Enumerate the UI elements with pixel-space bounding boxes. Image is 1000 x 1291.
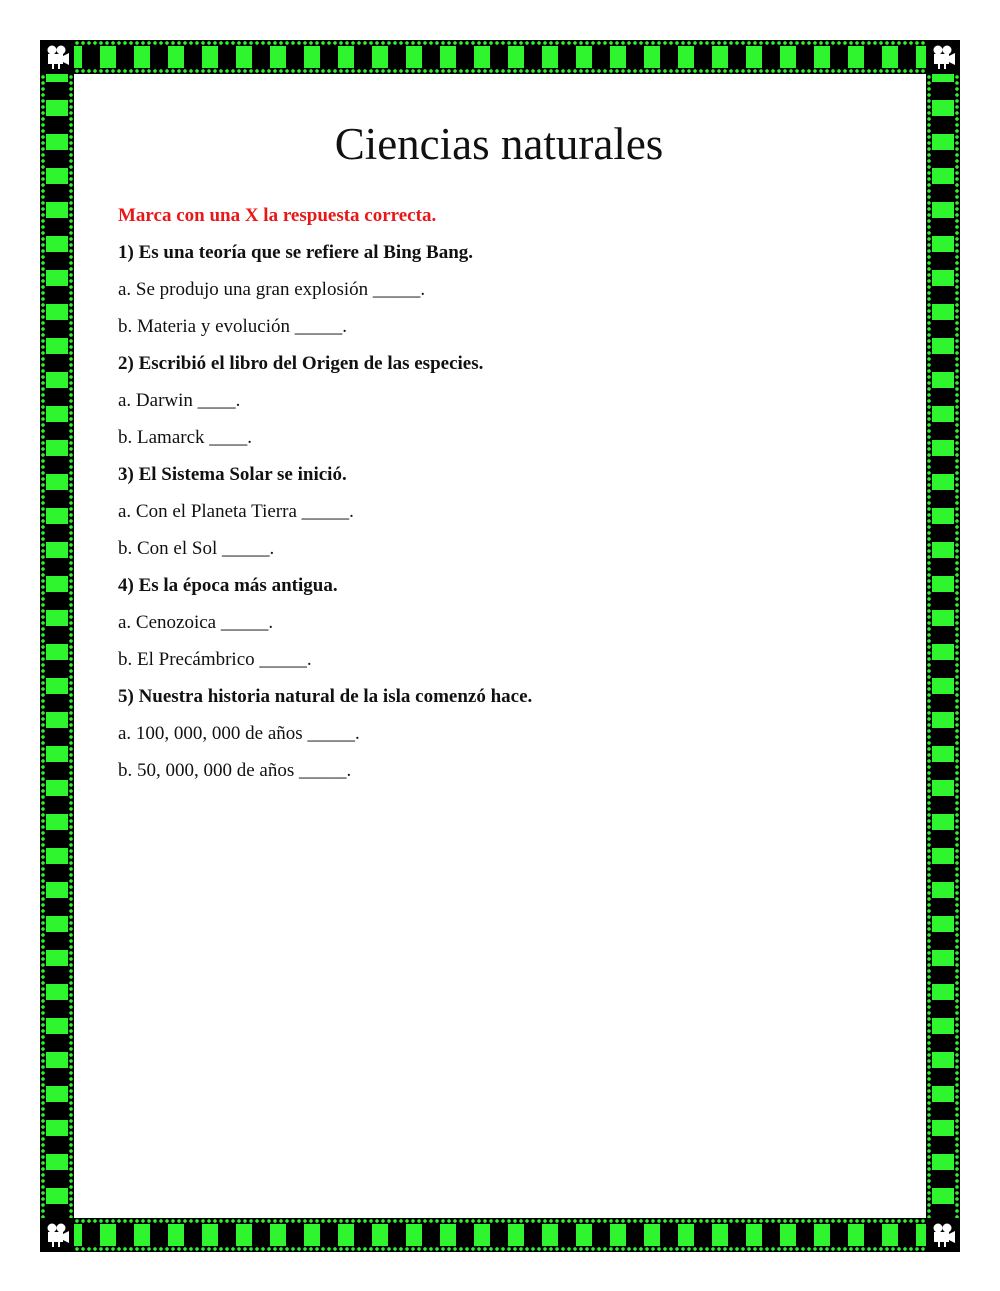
question-2: [118, 353, 908, 449]
answer-option: a. 100, 000, 000 de años _____.: [118, 723, 360, 744]
answer-option: a. Con el Planeta Tierra _____.: [118, 501, 354, 522]
question-text: 4) Es la época más antigua.: [118, 575, 338, 596]
question-text: 2) Escribió el libro del Origen de las especies.: [118, 353, 484, 374]
answer-option: b. El Precámbrico _____.: [118, 649, 312, 670]
question-text: 1) Es una teoría que se refiere al Bing Bang.: [118, 242, 474, 263]
question-3: [118, 464, 908, 560]
answer-option: a. Darwin ____.: [118, 390, 241, 411]
worksheet-content: [118, 100, 908, 782]
instruction-text: Marca con una X la respuesta correcta.: [118, 205, 437, 226]
film-camera-icon: [926, 1218, 960, 1252]
film-camera-icon: [40, 40, 74, 74]
page-title: Ciencias naturales: [334, 119, 664, 169]
question-4: [118, 575, 908, 671]
answer-option: a. Se produjo una gran explosión _____.: [118, 279, 426, 300]
border-top: [74, 40, 926, 74]
film-camera-icon: [40, 1218, 74, 1252]
answer-option: a. Cenozoica _____.: [118, 612, 274, 633]
question-text: 5) Nuestra historia natural de la isla comenzó hace.: [118, 686, 533, 707]
question-5: [118, 686, 908, 782]
question-text: 3) El Sistema Solar se inició.: [118, 464, 347, 485]
film-camera-icon: [926, 40, 960, 74]
question-1: [118, 242, 908, 338]
answer-option: b. Materia y evolución _____.: [118, 316, 348, 337]
answer-option: b. Con el Sol _____.: [118, 538, 275, 559]
border-right: [926, 74, 960, 1218]
border-left: [40, 74, 74, 1218]
answer-option: b. Lamarck ____.: [118, 427, 253, 448]
answer-option: b. 50, 000, 000 de años _____.: [118, 760, 352, 781]
border-bottom: [74, 1218, 926, 1252]
